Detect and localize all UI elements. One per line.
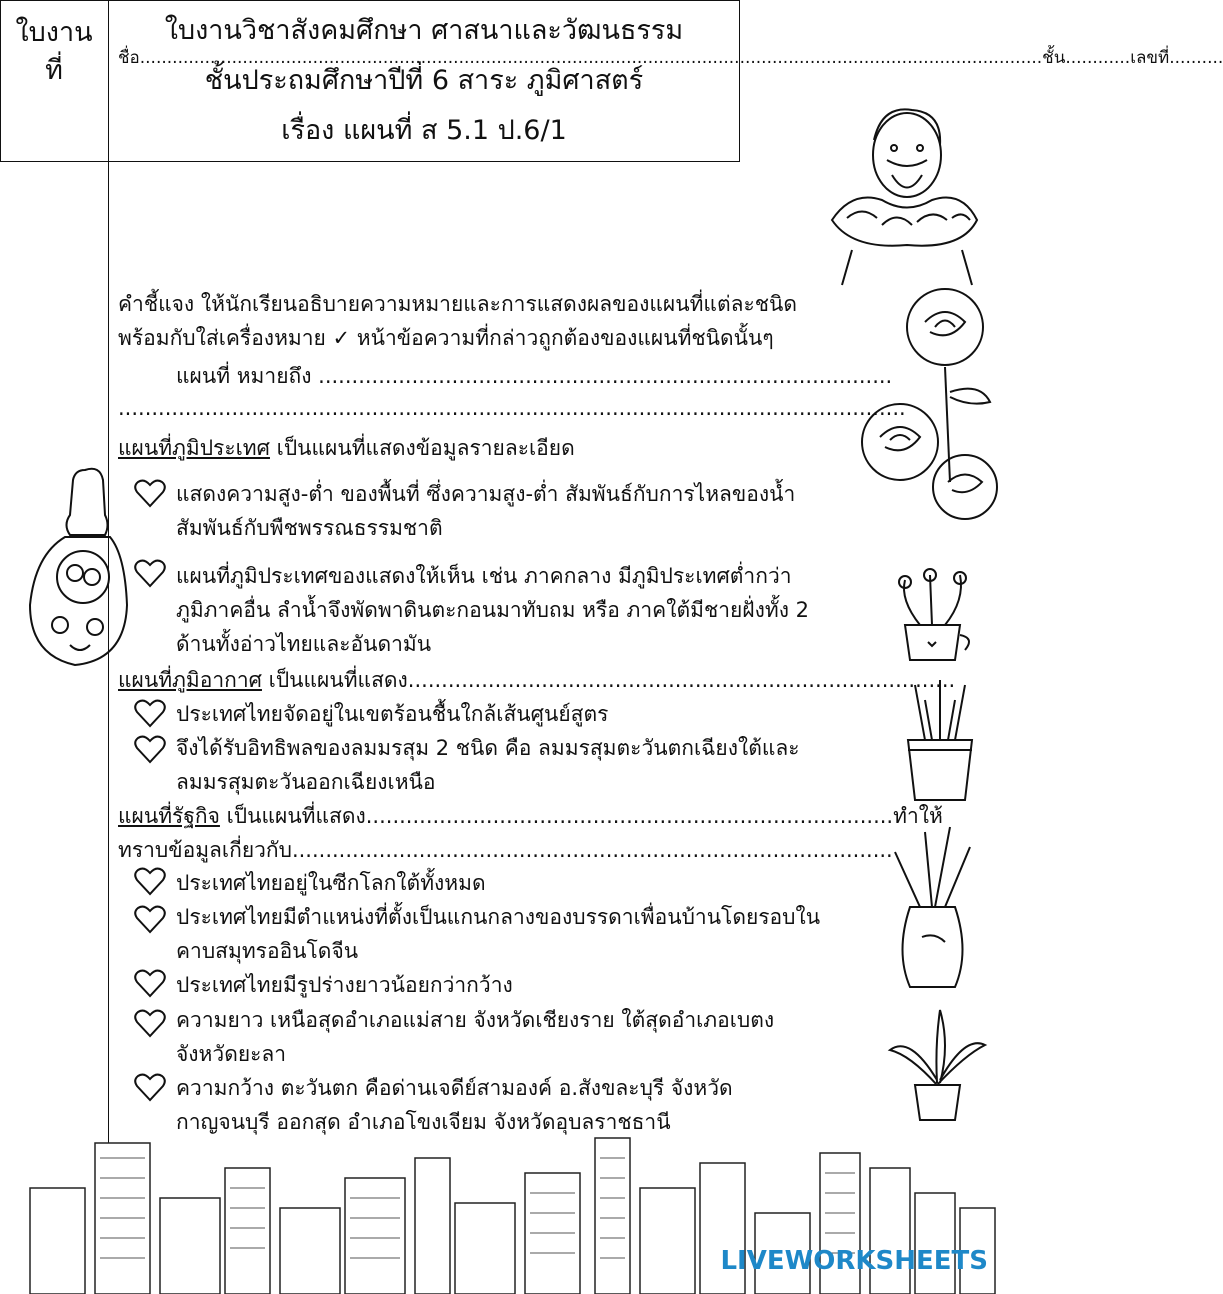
climate-item-1: ประเทศไทยจัดอยู่ในเขตร้อนชื้นใกล้เส้นศูนย์สูตร <box>176 702 609 726</box>
political-item-4-line-1: ความยาว เหนือสุดอำเภอแม่สาย จังหวัดเชียงราย ใต้สุดอำเภอเบตง <box>176 1008 775 1032</box>
physical-map-title: แผนที่ภูมิประเทศ <box>118 436 270 460</box>
physical-item-2-line-3: ด้านทั้งอ่าวไทยและอันดามัน <box>176 632 432 656</box>
climate-item-2-line-1: จึงได้รับอิทธิพลของลมมรสุม 2 ชนิด คือ ลมมรสุมตะวันตกเฉียงใต้และ <box>176 736 800 760</box>
heart-outline-icon <box>134 558 166 588</box>
political-item-5-line-2: กาญจนบุรี ออกสุด อำเภอโขงเจียม จังหวัดอุบลราชธานี <box>176 1110 671 1134</box>
political-map-description: เป็นแผนที่แสดง...............................................................................ทำให้ <box>219 804 943 828</box>
political-item-2-line-1: ประเทศไทยมีตำแหน่งที่ตั้งเป็นแกนกลางของบรรดาเพื่อนบ้านโดยรอบใน <box>176 905 821 929</box>
heart-checkbox-political-5[interactable] <box>134 1072 166 1102</box>
political-map-title: แผนที่รัฐกิจ <box>118 804 220 828</box>
leafy-plant-illustration <box>880 1005 990 1125</box>
heart-outline-icon <box>134 734 166 764</box>
climate-map-description: เป็นแผนที่แสดง.................................................................................. <box>261 668 956 692</box>
map-meaning-line: แผนที่ หมายถึง ...................................................................................... <box>176 364 893 388</box>
heart-outline-icon <box>134 968 166 998</box>
political-item-2-line-2: คาบสมุทรออินโดจีน <box>176 939 359 963</box>
instruction-line-1: คำชี้แจง ให้นักเรียนอธิบายความหมายและการแสดงผลของแผนที่แต่ละชนิด <box>118 292 797 316</box>
political-item-5-line-1: ความกว้าง ตะวันตก คือด่านเจดีย์สามองค์ อ.สังขละบุรี จังหวัด <box>176 1076 733 1100</box>
climate-item-2-line-2: ลมมรสุมตะวันออกเฉียงเหนือ <box>176 770 436 794</box>
ketchup-character-illustration <box>15 465 140 675</box>
sheet-label: ใบงาน <box>15 17 93 48</box>
physical-item-2-line-1: แผนที่ภูมิประเทศของแสดงให้เห็น เช่น ภาคกลาง มีภูมิประเทศต่ำกว่า <box>176 564 792 588</box>
sheet-number-label: ที่ <box>45 55 63 86</box>
physical-item-2-line-2: ภูมิภาคอื่น ลำน้ำจึงพัดพาดินตะกอนมาทับถม หรือ ภาคใต้มีชายฝั่งทั้ง 2 <box>176 598 809 622</box>
physical-item-1-line-1: แสดงความสูง-ต่ำ ของพื้นที่ ซึ่งความสูง-ต่ำ สัมพันธ์กับการไหลของน้ำ <box>176 482 796 506</box>
instruction-line-2: พร้อมกับใส่เครื่องหมาย ✓ หน้าข้อความที่กล่าวถูกต้องของแผนที่ชนิดนั้นๆ <box>118 326 774 350</box>
political-item-4-line-2: จังหวัดยะลา <box>176 1042 287 1066</box>
title-box <box>0 0 740 162</box>
climate-map-title: แผนที่ภูมิอากาศ <box>118 668 262 692</box>
heart-outline-icon <box>134 698 166 728</box>
heart-checkbox-physical-2[interactable] <box>134 558 166 588</box>
heart-checkbox-physical-1[interactable] <box>134 478 166 508</box>
worksheet-grade: ชั้นประถมศึกษาปีที่ 6 สาระ ภูมิศาสตร์ <box>204 65 644 96</box>
physical-map-heading <box>118 432 575 465</box>
political-map-line-2: ทราบข้อมูลเกี่ยวกับ.......................................................................................... <box>118 838 893 862</box>
physical-map-description: เป็นแผนที่แสดงข้อมูลรายละเอียด <box>269 436 575 460</box>
potted-plant-illustration-2 <box>890 680 990 810</box>
heart-checkbox-climate-1[interactable] <box>134 698 166 728</box>
worksheet-title: ใบงานวิชาสังคมศึกษา ศาสนาและวัฒนธรรม <box>164 15 684 46</box>
heart-checkbox-climate-2[interactable] <box>134 734 166 764</box>
worksheet-topic: เรื่อง แผนที่ ส 5.1 ป.6/1 <box>281 115 567 146</box>
heart-outline-icon <box>134 904 166 934</box>
heart-checkbox-political-1[interactable] <box>134 866 166 896</box>
liveworksheets-logo: LIVEWORKSHEETS <box>720 1246 988 1276</box>
heart-checkbox-political-2[interactable] <box>134 904 166 934</box>
heart-checkbox-political-4[interactable] <box>134 1008 166 1038</box>
political-map-heading <box>118 800 943 833</box>
name-class-number-line: ชื่อ.......................................................................................................................................................................ชั้น............เลขที่.......... <box>118 48 1223 68</box>
vase-plant-illustration <box>880 822 990 997</box>
heart-outline-icon <box>134 1072 166 1102</box>
portrait-illustration <box>812 100 992 290</box>
heart-outline-icon <box>134 478 166 508</box>
heart-outline-icon <box>134 1008 166 1038</box>
potted-plant-illustration-1 <box>880 560 990 670</box>
climate-map-heading <box>118 664 955 697</box>
map-meaning-dotted-line: ...................................................................................................................... <box>118 396 906 420</box>
heart-outline-icon <box>134 866 166 896</box>
political-item-3: ประเทศไทยมีรูปร่างยาวน้อยกว่ากว้าง <box>176 973 513 997</box>
heart-checkbox-political-3[interactable] <box>134 968 166 998</box>
political-item-1: ประเทศไทยอยู่ในซีกโลกใต้ทั้งหมด <box>176 871 486 895</box>
physical-item-1-line-2: สัมพันธ์กับพืชพรรณธรรมชาติ <box>176 516 443 540</box>
